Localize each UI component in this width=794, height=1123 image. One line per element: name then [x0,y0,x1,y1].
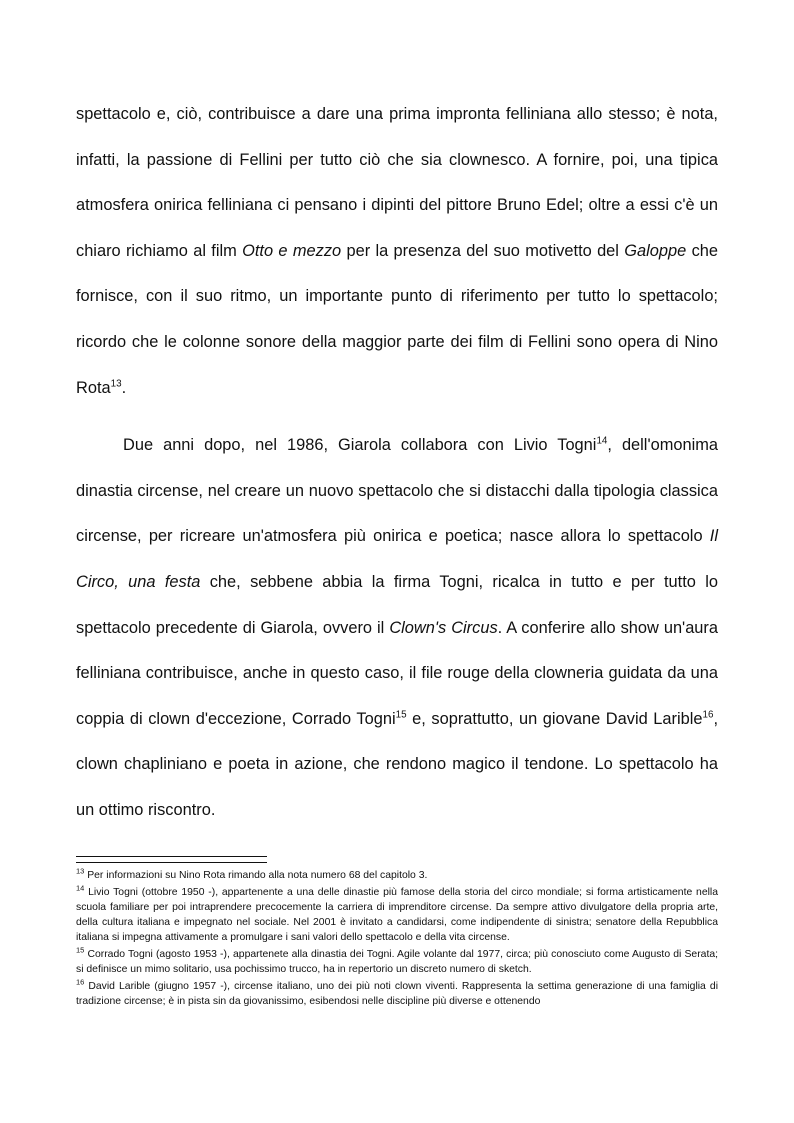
footnote-number: 14 [76,883,85,893]
footnote-13 [76,868,718,883]
show-title-il-circo-una-festa: Il Circo, una festa [76,527,718,591]
footnote-separator [76,862,267,863]
footnote-ref-13[interactable]: 13 [110,378,122,390]
footnote-text: Corrado Togni (agosto 1953 -), appartenete alla dinastia dei Togni. Agile volante dal 1977, circa; più conosciuto come Augusto di Serata; si definisce un mimo solitario, usa pochissimo trucco, ha in repertorio un discreto numero di sketch. [76,949,718,976]
footnote-text: Per informazioni su Nino Rota rimando alla nota numero 68 del capitolo 3. [84,870,428,881]
footnote-number: 16 [76,977,85,987]
paragraph-text: . A conferire allo show un'aura felliniana contribuisce, anche in questo caso, il file rouge della clowneria guidata da una coppia di clown d'eccezione, Corrado Togni [76,618,718,728]
motif-title-galoppe: Galoppe [624,241,687,260]
paragraph-text: che, sebbene abbia la firma Togni, ricalca in tutto e per tutto lo spettacolo precedente di Giarola, ovvero il [76,572,718,637]
paragraph-text: per la presenza del suo motivetto del [341,241,625,260]
footnote-ref-16[interactable]: 16 [702,709,714,721]
footnote-ref-14[interactable]: 14 [596,435,608,447]
footnote-ref-15[interactable]: 15 [395,709,407,721]
film-title-otto-e-mezzo: Otto e mezzo [242,241,342,260]
paragraph-text: e, soprattutto, un giovane David Larible [406,709,703,728]
show-title-clowns-circus: Clown's Circus [389,618,498,637]
footnote-16 [76,979,718,1009]
paragraph-text: , dell'omonima dinastia circense, nel creare un nuovo spettacolo che si distacchi dalla tipologia classica circense, per ricreare un'atmosfera più onirica e poetica; nasce allora lo spettacolo [76,436,718,546]
paragraph-text: che fornisce, con il suo ritmo, un importante punto di riferimento per tutto lo spettacolo; ricordo che le colonne sonore della maggior parte dei film di Fellini sono opera di Nino Rota [76,241,718,397]
footnote-text: David Larible (giugno 1957 -), circense italiano, uno dei più noti clown viventi. Rappresenta la settima generazione di una famiglia di tradizione circense; è in pista sin da giovanissimo, esibendosi nelle discipline più diverse e ottenendo [76,980,718,1008]
paragraph-1 [76,92,718,411]
paragraph-text: spettacolo e, ciò, contribuisce a dare una prima impronta felliniana allo stesso; è nota, infatti, la passione di Fellini per tutto ciò che sia clownesco. A fornire, poi, una tipica atmosfera onirica felliniana ci pensano i dipinti del pittore Bruno Edel; oltre a essi c'è un chiaro richiamo al film [76,105,718,260]
paragraph-text: . [121,378,127,397]
footnote-number: 15 [76,945,85,955]
main-text [76,92,718,834]
footnote-14 [76,885,718,946]
paragraph-text: , clown chapliniano e poeta in azione, che rendono magico il tendone. Lo spettacolo ha un ottimo riscontro. [76,709,718,819]
paragraph-2 [76,423,718,833]
footnote-number: 13 [76,866,85,876]
footnote-text: Livio Togni (ottobre 1950 -), appartenente a una delle dinastie più famose della storia del circo mondiale; si forma artisticamente nella scuola familiare per poi intraprendere precocemente la carriera di imprenditore circense. Da sempre attivo divulgatore della propria arte, della cultura italiana e impegnato nel sociale. Nel 2001 è invitato a candidarsi, come indipendente di sinistra; senatore della Repubblica italiana si impegna attivamente a promulgare i sani valori dello spettacolo e della vita circense. [76,886,718,944]
footnote-separator [76,856,267,857]
footnotes [76,868,718,1011]
footnote-15 [76,947,718,977]
paragraph-text: Due anni dopo, nel 1986, Giarola collabora con Livio Togni [123,436,597,455]
